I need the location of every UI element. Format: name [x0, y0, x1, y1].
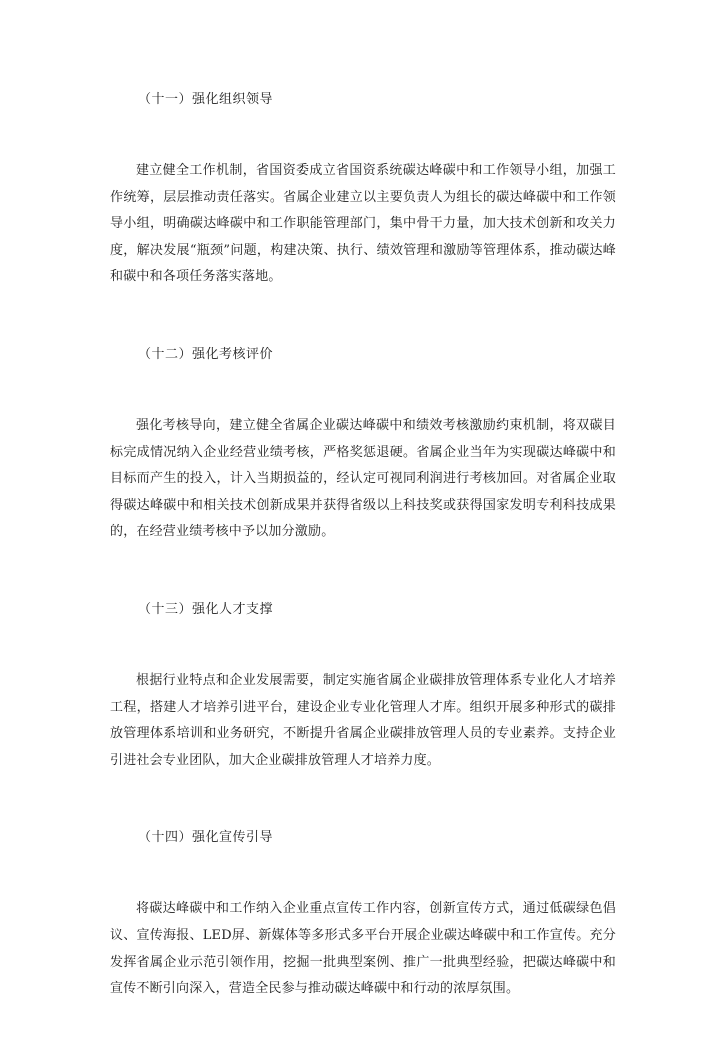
section-leadership — [110, 86, 616, 291]
section-publicity — [110, 824, 616, 1002]
section-body: 根据行业特点和企业发展需要，制定实施省属企业碳排放管理体系专业化人才培养工程，搭建人才培养引进平台，建设企业专业化管理人才库。组织开展多种形式的碳排放管理体系培训和业务研究，不断提升省属企业碳排放管理人员的专业素养。支持企业引进社会专业团队，加大企业碳排放管理人才培养力度。 — [110, 672, 616, 768]
section-body: 强化考核导向，建立健全省属企业碳达峰碳中和绩效考核激励约束机制，将双碳目标完成情况纳入企业经营业绩考核，严格奖惩退硬。省属企业当年为实现碳达峰碳中和目标而产生的投入，计入当期损益的，经认定可视同利润进行考核加回。对省属企业取得碳达峰碳中和相关技术创新成果并获得省级以上科技奖或获得国家发明专利科技成果的，在经营业绩考核中予以加分激励。 — [110, 417, 616, 540]
document-content — [110, 86, 616, 1053]
section-talent — [110, 596, 616, 774]
section-heading: （十二）强化考核评价 — [138, 346, 274, 362]
section-body: 建立健全工作机制，省国资委成立省国资系统碳达峰碳中和工作领导小组，加强工作统筹，层层推动责任落实。省属企业建立以主要负责人为组长的碳达峰碳中和工作领导小组，明确碳达峰碳中和工作职能管理部门，集中骨干力量，加大技术创新和攻关力度，解决发展“瓶颈”问题，构建决策、执行、绩效管理和激励等管理体系，推动碳达峰和碳中和各项任务落实落地。 — [110, 163, 616, 285]
section-heading: （十四）强化宣传引导 — [138, 830, 274, 846]
section-body: 将碳达峰碳中和工作纳入企业重点宣传工作内容，创新宣传方式，通过低碳绿色倡议、宣传海报、LED屏、新媒体等多形式多平台开展企业碳达峰碳中和工作宣传。充分发挥省属企业示范引领作用，挖掘一批典型案例、推广一批典型经验，把碳达峰碳中和宣传不断引向深入，营造全民参与推动碳达峰碳中和行动的浓厚氛围。 — [110, 901, 616, 997]
section-evaluation — [110, 341, 616, 546]
section-heading: （十三）强化人才支撑 — [138, 601, 274, 617]
section-heading: （十一）强化组织领导 — [138, 92, 274, 107]
